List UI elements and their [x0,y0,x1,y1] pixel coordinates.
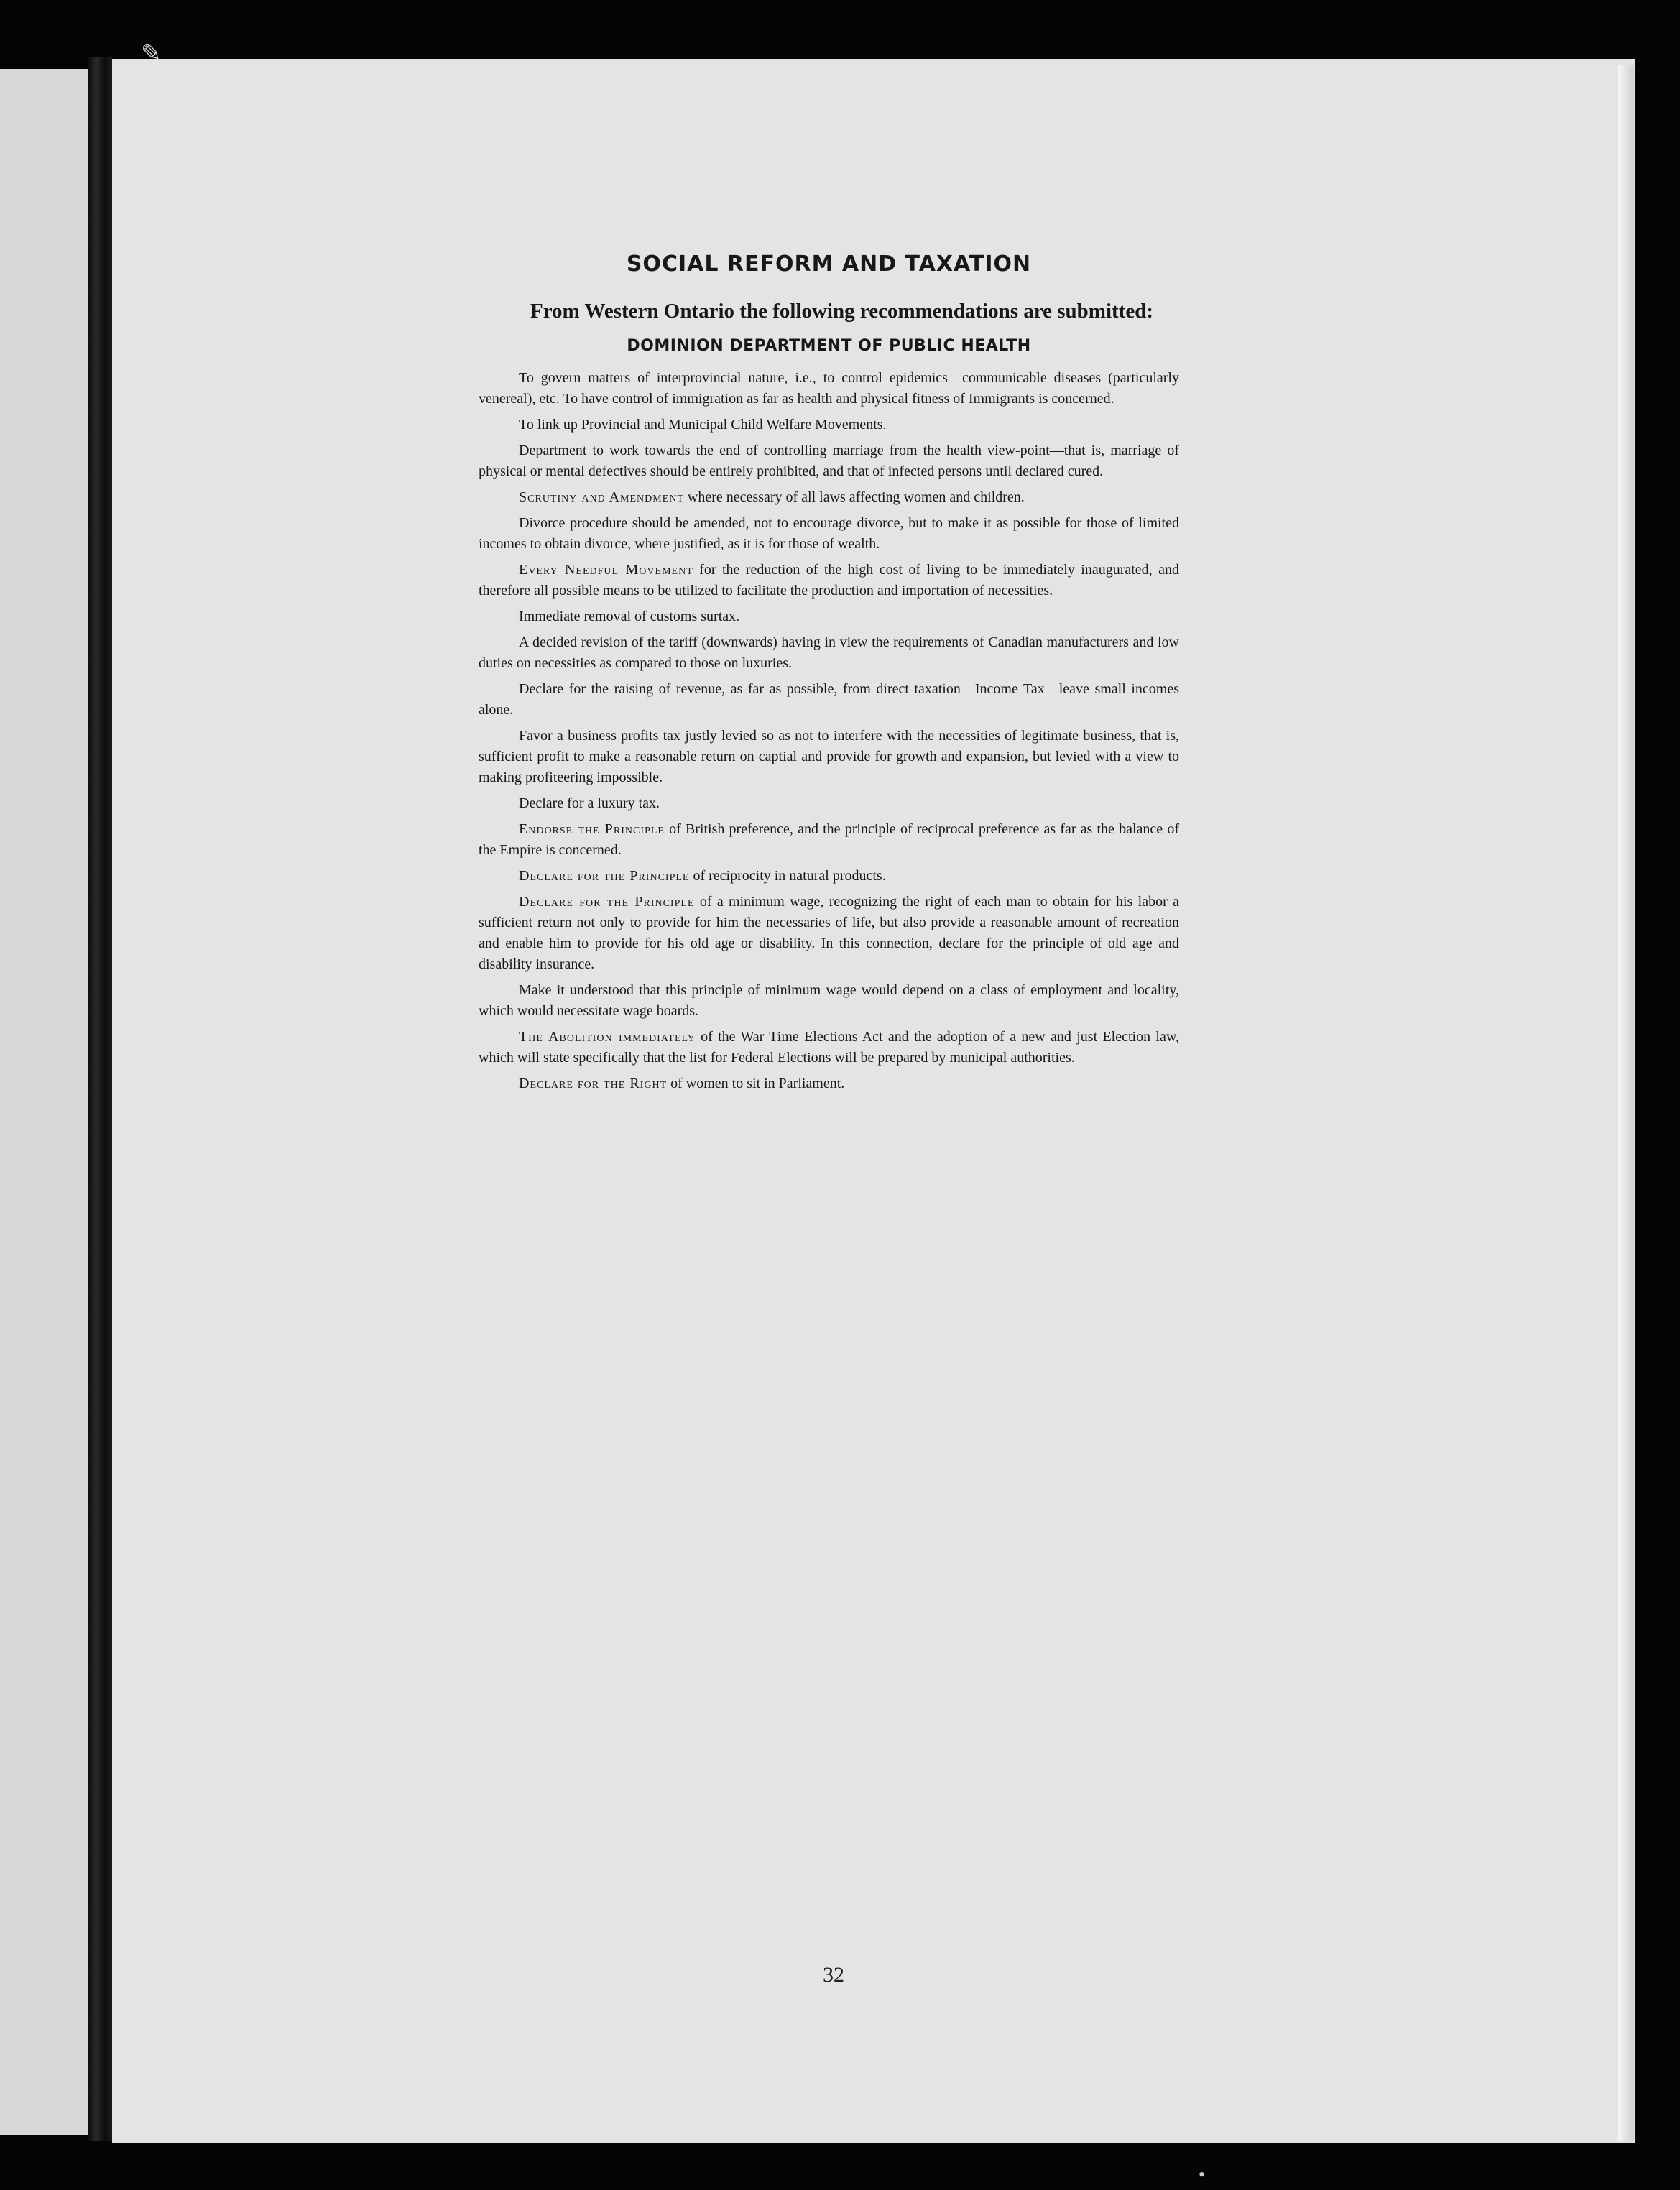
recommendation-paragraph [479,560,1179,601]
paragraph-text: of British preference, and the principle of reciprocal preference as far as the balance of the Empire is concerned. [479,821,1179,858]
left-page-edge [0,69,88,2135]
paragraph-text: To govern matters of interprovincial nature, i.e., to control epidemics—communicable diseases (particularly venereal), etc. To have control of immigration as far as health and physical fitness of Immigrants is concerned. [479,370,1179,407]
recommendations-list [479,368,1179,1094]
intro-paragraph: From Western Ontario the following recommendations are submitted: [530,300,1153,323]
book-spine [88,57,112,2141]
recommendation-paragraph [479,415,1179,435]
scan-artifact-mark: ✎ [141,40,162,67]
paragraph-text: for the reduction of the high cost of living to be immediately inaugurated, and therefore all possible means to be utilized to facilitate the production and importation of necessities. [479,562,1179,599]
recommendation-paragraph [479,1027,1179,1068]
scan-artifact-dot: • [1199,2164,1206,2185]
paragraph-text: A decided revision of the tariff (downwards) having in view the requirements of Canadian manufacturers and low duties on necessities as compared to those on luxuries. [479,634,1179,671]
page-text-block [479,251,1179,1099]
recommendation-paragraph [479,726,1179,788]
paragraph-text: Declare for the raising of revenue, as far as possible, from direct taxation—Income Tax—leave small incomes alone. [479,681,1179,718]
paragraph-lead-in: Scrutiny and Amendment [519,489,684,505]
recommendation-paragraph [479,368,1179,410]
paragraph-text: of the War Time Elections Act and the adoption of a new and just Election law, which will state specifically that the list for Federal Elections will be prepared by municipal authorities. [479,1029,1179,1066]
right-page-edge [1618,65,1634,2141]
recommendation-paragraph [479,892,1179,975]
recommendation-paragraph [479,793,1179,814]
paragraph-text: Divorce procedure should be amended, not to encourage divorce, but to make it as possible for those of limited incomes to obtain divorce, where justified, as it is for those of wealth. [479,515,1179,552]
recommendation-paragraph [479,440,1179,482]
paragraph-text: of women to sit in Parliament. [667,1076,845,1091]
paragraph-text: of reciprocity in natural products. [689,868,886,884]
recommendation-paragraph [479,513,1179,555]
paragraph-lead-in: Declare for the Right [519,1076,668,1091]
recommendation-paragraph [479,819,1179,861]
page-title: SOCIAL REFORM AND TAXATION [626,251,1032,277]
section-heading: DOMINION DEPARTMENT OF PUBLIC HEALTH [627,337,1031,355]
paragraph-text: Make it understood that this principle of minimum wage would depend on a class of employment and locality, which would necessitate wage boards. [479,982,1179,1019]
paragraph-text: Favor a business profits tax justly levied so as not to interfere with the necessities of legitimate business, that is, sufficient profit to make a reasonable return on captial and provide for growth and expansion, but levied with a view to making profiteering impossible. [479,728,1179,785]
recommendation-paragraph [479,1073,1179,1094]
paragraph-lead-in: The Abolition immediately [519,1029,696,1045]
recommendation-paragraph [479,632,1179,674]
recommendation-paragraph [479,606,1179,627]
recommendation-paragraph [479,487,1179,508]
paragraph-text: Immediate removal of customs surtax. [519,609,740,624]
paragraph-text: Declare for a luxury tax. [519,795,660,811]
page-number: 32 [823,1963,844,1987]
recommendation-paragraph [479,980,1179,1022]
paragraph-text: To link up Provincial and Municipal Child Welfare Movements. [519,417,887,433]
paragraph-text: where necessary of all laws affecting women and children. [683,489,1025,505]
paragraph-lead-in: Declare for the Principle [519,868,690,884]
paragraph-text: Department to work towards the end of controlling marriage from the health view-point—that is, marriage of physical or mental defectives should be entirely prohibited, and that of infected persons until declared cured. [479,443,1179,479]
recommendation-paragraph [479,866,1179,887]
paragraph-lead-in: Every Needful Movement [519,562,693,578]
paragraph-lead-in: Endorse the Principle [519,821,665,837]
paragraph-text: of a minimum wage, recognizing the right of each man to obtain for his labor a sufficient return not only to provide for him the necessaries of life, but also provide a reasonable amount of recreation and enable him to provide for his old age or disability. In this connection, declare for the principle of old age and disability insurance. [479,894,1179,972]
recommendation-paragraph [479,679,1179,721]
paragraph-lead-in: Declare for the Principle [519,894,695,910]
